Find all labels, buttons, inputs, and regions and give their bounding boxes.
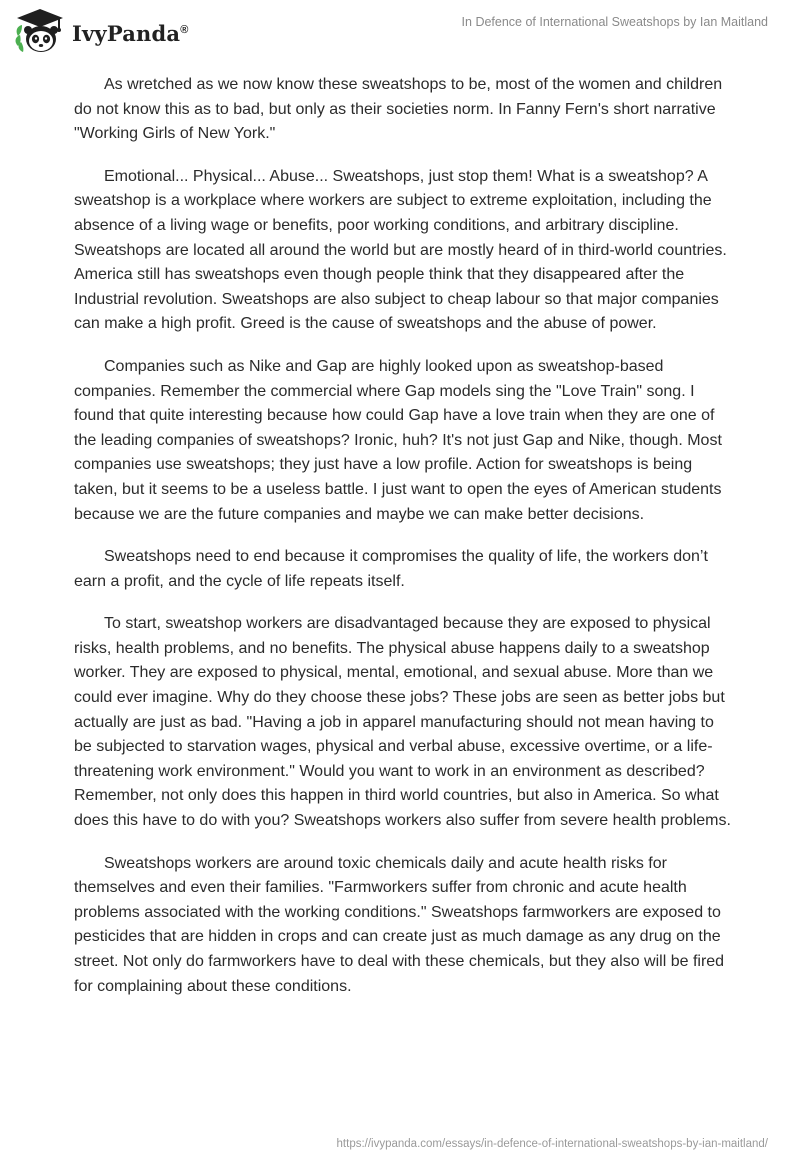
ivypanda-logo[interactable] xyxy=(14,6,189,56)
paragraph: To start, sweatshop workers are disadvantaged because they are exposed to physical risks, health problems, and no benefits. The physical abuse happens daily to a sweatshop worker. They are exposed to physical, mental, emotional, and sexual abuse. More than we could ever imagine. Why do they choose these jobs? These jobs are seen as better jobs but actually are just as bad. "Having a job in apparel manufacturing should not mean having to be subjected to starvation wages, physical and verbal abuse, excessive overtime, or a life-threatening work environment." Would you want to work in an environment as described? Remember, not only does this happen in third world countries, but also in America. So what does this have to do with you? Sweatshops workers also suffer from severe health problems. xyxy=(74,615,731,830)
source-url[interactable]: https://ivypanda.com/essays/in-defence-of-international-sweatshops-by-ian-maitland/ xyxy=(336,1138,768,1150)
document-title: In Defence of International Sweatshops by Ian Maitland xyxy=(461,15,768,29)
page-header xyxy=(0,0,800,64)
paragraph: Emotional... Physical... Abuse... Sweatshops, just stop them! What is a sweatshop? A sweatshop is a workplace where workers are subject to extreme exploitation, including the absence of a living wage or benefits, poor working conditions, and arbitrary discipline. Sweatshops are located all around the world but are mostly heard of in third-world countries. America still has sweatshops even though people think that they disappeared after the Industrial revolution. Sweatshops are also subject to cheap labour so that major companies can make a high profit. Greed is the cause of sweatshops and the abuse of power. xyxy=(74,167,727,333)
paragraph: Sweatshops workers are around toxic chemicals daily and acute health risks for themselves and even their families. "Farmworkers suffer from chronic and acute health problems associated with the working conditions." Sweatshops farmworkers are exposed to pesticides that are hidden in crops and can create just as much damage as any drug on the street. Not only do farmworkers have to deal with these chemicals, but they also will be fired for complaining about these conditions. xyxy=(74,854,725,995)
paragraph: As wretched as we now know these sweatshops to be, most of the women and children do not know this as to bad, but only as their societies norm. In Fanny Fern's short narrative "Working Girls of New York." xyxy=(74,76,723,143)
essay-body xyxy=(74,73,734,1017)
brand-name: IvyPanda® xyxy=(72,20,189,46)
panda-graduate-logo-icon xyxy=(14,6,66,56)
paragraph: Sweatshops need to end because it compromises the quality of life, the workers don’t earn a profit, and the cycle of life repeats itself. xyxy=(74,548,708,590)
registered-mark: ® xyxy=(180,23,189,36)
paragraph: Companies such as Nike and Gap are highly looked upon as sweatshop-based companies. Remember the commercial where Gap models sing the "Love Train" song. I found that quite interesting because how could Gap have a love train when they are one of the leading companies of sweatshops? Ironic, huh? It's not just Gap and Nike, though. Most companies use sweatshops; they just have a low profile. Action for sweatshops is being taken, but it seems to be a useless battle. I just want to open the eyes of American students because we are the future companies and maybe we can make better decisions. xyxy=(74,357,722,523)
